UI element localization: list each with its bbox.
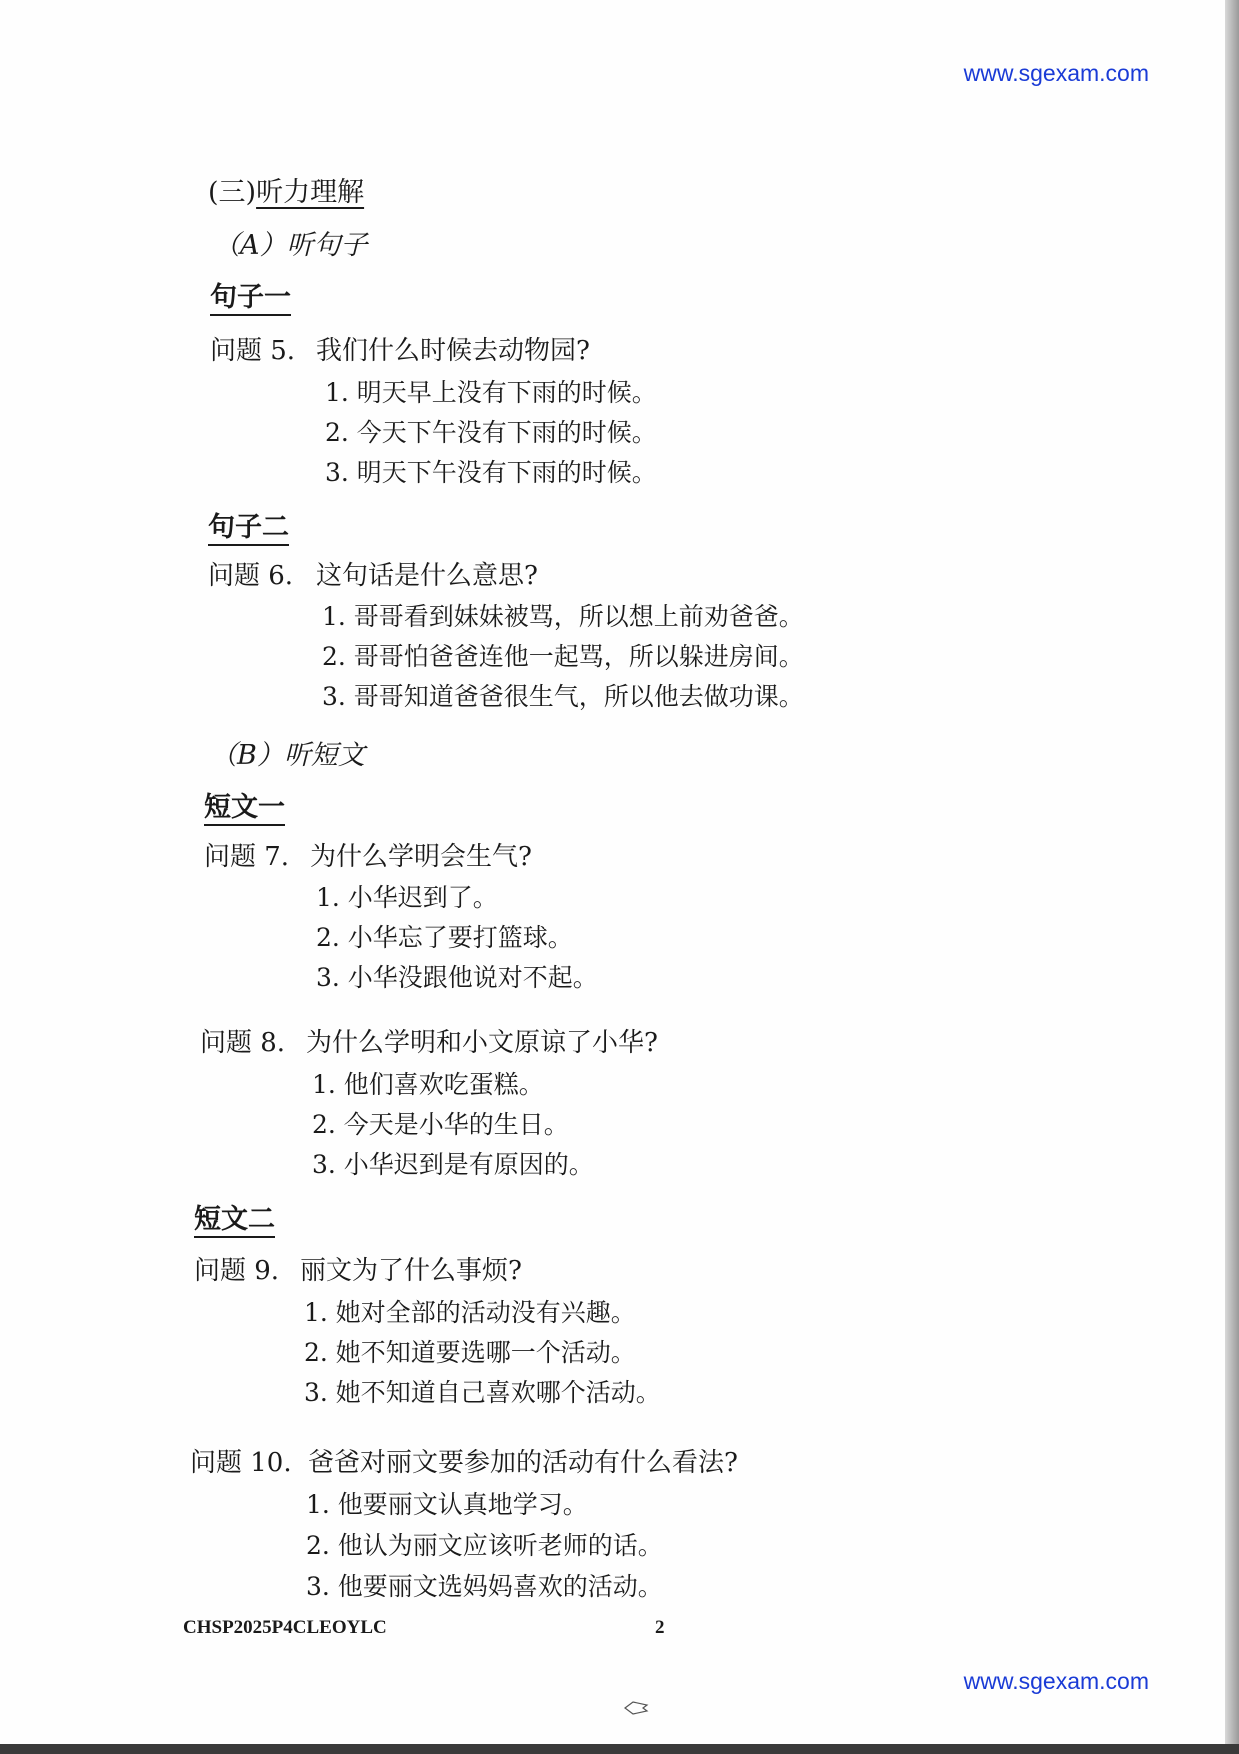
option-item: 3. 他要丽文选妈妈喜欢的活动。	[306, 1572, 663, 1601]
part-a-title: （A）听句子	[213, 230, 368, 261]
option-item: 2. 她不知道要选哪一个活动。	[304, 1338, 636, 1367]
group-label-s1: 句子一	[210, 283, 291, 316]
question-number: 问题 10.	[190, 1448, 292, 1478]
question-text: 为什么学明会生气?	[310, 842, 532, 872]
section-prefix: (三)	[208, 177, 257, 208]
option-item: 2. 他认为丽文应该听老师的话。	[306, 1531, 663, 1560]
option-item: 1. 小华迟到了。	[316, 883, 498, 912]
question-text: 爸爸对丽文要参加的活动有什么看法?	[308, 1448, 738, 1478]
option-item: 3. 小华迟到是有原因的。	[312, 1150, 594, 1179]
paper-code: CHSP2025P4CLEOYLC	[183, 1617, 387, 1638]
watermark-url-bottom[interactable]: www.sgexam.com	[963, 1668, 1149, 1694]
option-item: 3. 哥哥知道爸爸很生气，所以他去做功课。	[322, 682, 804, 711]
question-number: 问题 6.	[208, 561, 294, 591]
option-item: 1. 她对全部的活动没有兴趣。	[304, 1298, 636, 1327]
option-item: 1. 他要丽文认真地学习。	[306, 1490, 588, 1519]
section-title: 听力理解	[256, 177, 365, 208]
question-number: 问题 9.	[194, 1256, 280, 1286]
option-item: 2. 哥哥怕爸爸连他一起骂，所以躲进房间。	[322, 642, 804, 671]
option-item: 3. 她不知道自己喜欢哪个活动。	[304, 1378, 661, 1407]
option-item: 1. 他们喜欢吃蛋糕。	[312, 1070, 544, 1099]
page-number: 2	[655, 1617, 665, 1638]
arrow-shape-icon	[623, 1700, 649, 1716]
scan-edge	[1225, 0, 1239, 1754]
option-item: 2. 今天下午没有下雨的时候。	[325, 418, 657, 447]
question-number: 问题 5.	[210, 336, 296, 366]
part-b-title: （B）听短文	[210, 740, 365, 771]
question-number: 问题 7.	[204, 842, 290, 872]
watermark-url-top[interactable]: www.sgexam.com	[963, 60, 1149, 86]
question-text: 丽文为了什么事烦?	[300, 1256, 522, 1286]
option-item: 2. 小华忘了要打篮球。	[316, 923, 573, 952]
group-label-s2: 句子二	[208, 513, 289, 546]
option-item: 3. 小华没跟他说对不起。	[316, 963, 598, 992]
question-number: 问题 8.	[200, 1028, 286, 1058]
question-text: 我们什么时候去动物园?	[316, 336, 590, 366]
option-item: 1. 明天早上没有下雨的时候。	[325, 378, 657, 407]
group-label-p2: 短文二	[194, 1205, 275, 1238]
group-label-p1: 短文一	[204, 793, 285, 826]
option-item: 3. 明天下午没有下雨的时候。	[325, 458, 657, 487]
option-item: 2. 今天是小华的生日。	[312, 1110, 569, 1139]
scan-edge-bottom	[0, 1744, 1239, 1754]
option-item: 1. 哥哥看到妹妹被骂，所以想上前劝爸爸。	[322, 602, 804, 631]
question-text: 为什么学明和小文原谅了小华?	[306, 1028, 658, 1058]
section-heading	[208, 170, 364, 209]
question-text: 这句话是什么意思?	[316, 561, 538, 591]
